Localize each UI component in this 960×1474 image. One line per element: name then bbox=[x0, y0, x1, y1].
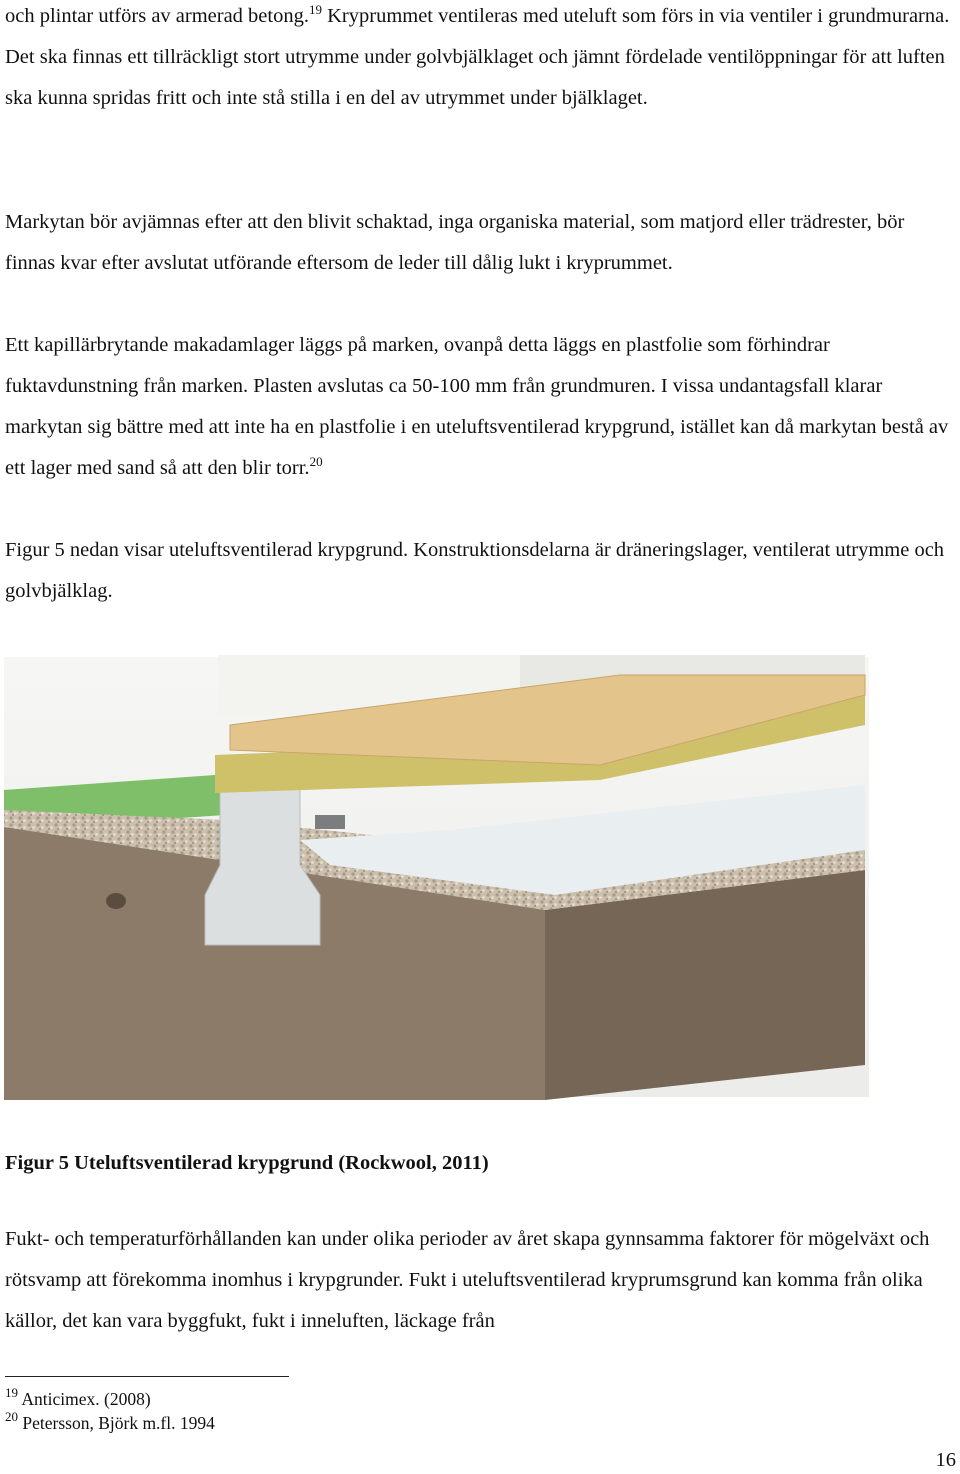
paragraph-figure-intro: Figur 5 nedan visar uteluftsventilerad krypgrund. Konstruktionsdelarna är dräneringslager, ventilerat utrymme och golvbjälklag. bbox=[5, 539, 945, 602]
paragraph-capillary-layer bbox=[5, 325, 955, 489]
footnote-text: Anticimex. (2008) bbox=[21, 1389, 151, 1409]
footnote-ref-19[interactable]: 19 bbox=[308, 2, 322, 17]
paragraph-text: och plintar utförs av armerad betong. bbox=[5, 5, 309, 27]
drain-pipe bbox=[106, 893, 126, 909]
footnote-19 bbox=[5, 1385, 151, 1410]
paragraph-text: Kryprummet ventileras med uteluft som förs in via ventiler i grundmurarna. Det ska finnas ett tillräckligt stort utrymme under golvbjälklaget och jämnt fördelade ventilöppningar för att luften ska kunna spridas fritt och inte stå stilla i en del av utrymmet under bjälklaget. bbox=[5, 5, 950, 109]
soil-section-right bbox=[545, 870, 865, 1100]
ventilation-opening bbox=[315, 815, 345, 829]
paragraph-ground-surface: Markytan bör avjämnas efter att den blivit schaktad, inga organiska material, som matjord eller trädrester, bör finnas kvar efter avslutat utförande eftersom de leder till dålig lukt i kryprummet. bbox=[5, 211, 905, 274]
paragraph-text: Ett kapillärbrytande makadamlager läggs på marken, ovanpå detta läggs en plastfolie som förhindrar fuktavdunstning från marken. Plasten avslutas ca 50-100 mm från grundmuren. I vissa undantagsfall klarar markytan sig bättre med att inte ha en plastfolie i en uteluftsventilerad krypgrund, istället kan då markytan bestå av ett lager med sand så att den blir torr. bbox=[5, 334, 949, 479]
paragraph-ventilation bbox=[5, 0, 955, 119]
footnote-20 bbox=[5, 1409, 215, 1434]
footnote-number: 20 bbox=[5, 1409, 18, 1424]
footnote-divider bbox=[5, 1376, 289, 1377]
footnote-text: Petersson, Björk m.fl. 1994 bbox=[22, 1413, 215, 1433]
paragraph-moisture: Fukt- och temperaturförhållanden kan under olika perioder av året skapa gynnsamma faktorer för mögelväxt och rötsvamp att förekomma inomhus i krypgrunder. Fukt i uteluftsventilerad kryprumsgrund kan komma från olika källor, det kan vara byggfukt, fukt i inneluften, läckage från bbox=[5, 1228, 930, 1332]
page-number: 16 bbox=[935, 1449, 956, 1471]
footnote-ref-20[interactable]: 20 bbox=[309, 454, 323, 469]
crawlspace-illustration bbox=[0, 655, 960, 1105]
footnote-number: 19 bbox=[5, 1385, 18, 1400]
figure-caption: Figur 5 Uteluftsventilerad krypgrund (Rockwool, 2011) bbox=[5, 1152, 489, 1174]
